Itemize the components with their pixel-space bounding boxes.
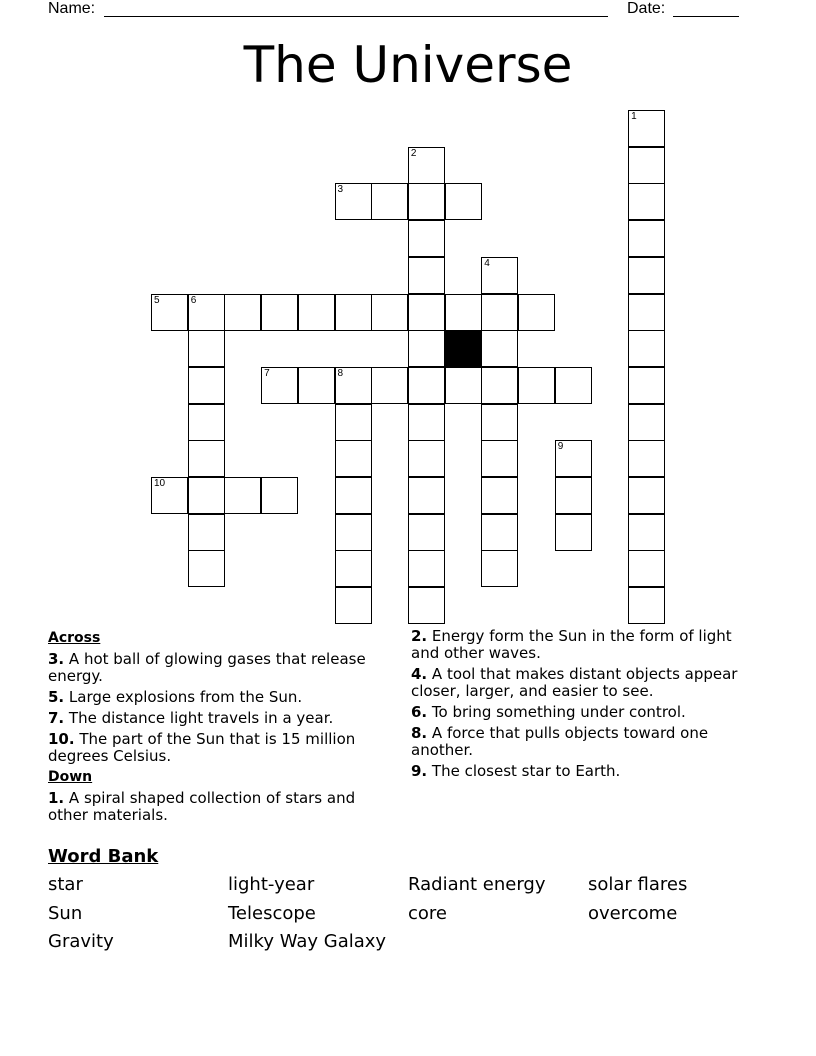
clue-number: 7. <box>48 709 65 727</box>
cell-number: 10 <box>154 478 166 489</box>
crossword-cell[interactable] <box>408 514 445 551</box>
word-bank-item: Gravity <box>48 931 114 952</box>
word-bank-item: star <box>48 874 83 895</box>
cell-number: 5 <box>154 294 160 306</box>
word-bank-item: Milky Way Galaxy <box>228 931 387 952</box>
word-bank-item: overcome <box>588 903 678 924</box>
down-clue-list <box>48 790 393 824</box>
crossword-cell[interactable] <box>188 294 225 331</box>
word-bank-item: Telescope <box>228 903 316 924</box>
cell-number: 6 <box>190 294 197 306</box>
word-bank-item: solar flares <box>588 874 688 895</box>
crossword-cell[interactable] <box>408 220 445 257</box>
clue-item <box>48 790 393 824</box>
crossword-cell[interactable] <box>481 477 518 514</box>
clue-item <box>411 628 741 662</box>
across-clue-list <box>48 651 393 765</box>
word-bank-item: Radiant energy <box>408 874 546 895</box>
crossword-cell[interactable] <box>335 183 372 220</box>
crossword-cell[interactable] <box>481 367 518 404</box>
crossword-cell[interactable] <box>481 404 518 441</box>
crossword-cell[interactable] <box>408 183 445 220</box>
crossword-cell[interactable] <box>408 550 445 587</box>
crossword-cell[interactable] <box>408 294 445 331</box>
name-label: Name: <box>48 0 96 17</box>
crossword-cell[interactable] <box>188 367 225 404</box>
down-heading: Down <box>48 769 93 785</box>
date-label: Date: <box>627 0 666 17</box>
clue-text: The distance light travels in a year. <box>64 709 334 727</box>
clue-number: 9. <box>411 762 428 780</box>
crossword-cell[interactable] <box>261 367 298 404</box>
crossword-cell[interactable] <box>371 294 408 331</box>
clue-text: A force that pulls objects toward one another. <box>411 724 709 759</box>
crossword-cell[interactable] <box>628 294 665 331</box>
clue-item <box>411 763 741 780</box>
clue-number: 4. <box>411 665 428 683</box>
crossword-cell[interactable] <box>408 404 445 441</box>
crossword-cell[interactable] <box>628 550 665 587</box>
crossword-cell[interactable] <box>335 587 372 624</box>
cell-number: 7 <box>264 367 270 379</box>
clue-text: The part of the Sun that is 15 million degrees Celsius. <box>48 730 356 765</box>
crossword-cell[interactable] <box>188 477 225 514</box>
clues-right-column <box>411 628 741 784</box>
clue-number: 3. <box>48 650 65 668</box>
crossword-cell[interactable] <box>408 440 445 477</box>
clue-number: 5. <box>48 688 65 706</box>
clue-number: 1. <box>48 789 65 807</box>
crossword-cell[interactable] <box>481 330 518 367</box>
crossword-cell[interactable] <box>628 330 665 367</box>
crossword-cell[interactable] <box>628 110 665 147</box>
crossword-cell[interactable] <box>224 477 261 514</box>
word-bank-item: light-year <box>228 874 315 895</box>
crossword-black-cell <box>445 330 482 367</box>
clue-item <box>48 710 393 727</box>
clues-left-column <box>48 628 393 828</box>
crossword-cell[interactable] <box>481 440 518 477</box>
crossword-cell[interactable] <box>335 294 372 331</box>
crossword-cell[interactable] <box>408 367 445 404</box>
crossword-cell[interactable] <box>335 477 372 514</box>
crossword-cell[interactable] <box>335 367 372 404</box>
crossword-cell[interactable] <box>445 367 482 404</box>
clue-text: A tool that makes distant objects appear closer, larger, and easier to see. <box>411 665 738 700</box>
clue-item <box>411 704 741 721</box>
crossword-cell[interactable] <box>628 514 665 551</box>
crossword-cell[interactable] <box>151 294 188 331</box>
crossword-cell[interactable] <box>555 514 592 551</box>
crossword-cell[interactable] <box>628 367 665 404</box>
clue-item <box>48 689 393 706</box>
crossword-cell[interactable] <box>224 294 261 331</box>
crossword-cell[interactable] <box>335 514 372 551</box>
cell-number: 1 <box>631 111 637 122</box>
crossword-cell[interactable] <box>408 330 445 367</box>
crossword-cell[interactable] <box>518 367 555 404</box>
crossword-cell[interactable] <box>151 477 188 514</box>
clue-item <box>411 725 741 759</box>
crossword-cell[interactable] <box>261 477 298 514</box>
crossword-cell[interactable] <box>188 550 225 587</box>
crossword-cell[interactable] <box>188 330 225 367</box>
clue-text: A spiral shaped collection of stars and other materials. <box>48 789 356 824</box>
crossword-cell[interactable] <box>335 404 372 441</box>
crossword-cell[interactable] <box>188 514 225 551</box>
crossword-cell[interactable] <box>628 587 665 624</box>
crossword-cell[interactable] <box>555 477 592 514</box>
crossword-cell[interactable] <box>408 587 445 624</box>
page-title: The Universe <box>243 36 573 94</box>
crossword-cell[interactable] <box>628 147 665 184</box>
crossword-cell[interactable] <box>445 294 482 331</box>
clue-text: Large explosions from the Sun. <box>64 688 303 706</box>
crossword-cell[interactable] <box>481 514 518 551</box>
clue-number: 8. <box>411 724 428 742</box>
crossword-cell[interactable] <box>555 440 592 477</box>
clue-text: To bring something under control. <box>427 703 686 721</box>
crossword-cell[interactable] <box>335 550 372 587</box>
crossword-cell[interactable] <box>298 294 335 331</box>
clue-text: The closest star to Earth. <box>427 762 621 780</box>
crossword-cell[interactable] <box>371 367 408 404</box>
crossword-cell[interactable] <box>408 257 445 294</box>
across-heading: Across <box>48 630 101 646</box>
crossword-cell[interactable] <box>628 257 665 294</box>
clue-number: 2. <box>411 627 428 645</box>
word-bank-item: core <box>408 903 447 924</box>
clue-text: Energy form the Sun in the form of light and other waves. <box>411 627 732 662</box>
crossword-cell[interactable] <box>628 440 665 477</box>
word-bank-item: Sun <box>48 903 83 924</box>
clue-number: 10. <box>48 730 75 748</box>
clue-item <box>411 666 741 700</box>
crossword-cell[interactable] <box>628 220 665 257</box>
crossword-cell[interactable] <box>188 404 225 441</box>
crossword-cell[interactable] <box>481 294 518 331</box>
crossword-cell[interactable] <box>371 183 408 220</box>
crossword-cell[interactable] <box>408 147 445 184</box>
crossword-cell[interactable] <box>261 294 298 331</box>
word-bank-title: Word Bank <box>48 846 159 867</box>
cell-number: 4 <box>484 257 490 269</box>
crossword-cell[interactable] <box>445 183 482 220</box>
clue-item <box>48 651 393 685</box>
clue-item <box>48 731 393 765</box>
crossword-cell[interactable] <box>481 550 518 587</box>
cell-number: 8 <box>337 367 344 379</box>
crossword-cell[interactable] <box>335 440 372 477</box>
crossword-cell[interactable] <box>555 367 592 404</box>
crossword-cell[interactable] <box>518 294 555 331</box>
crossword-cell[interactable] <box>628 404 665 441</box>
crossword-cell[interactable] <box>481 257 518 294</box>
cell-number: 3 <box>337 184 344 196</box>
clue-text: A hot ball of glowing gases that release energy. <box>48 650 366 685</box>
crossword-cell[interactable] <box>408 477 445 514</box>
down-clue-list-continued <box>411 628 741 780</box>
crossword-cell[interactable] <box>628 477 665 514</box>
crossword-cell[interactable] <box>188 440 225 477</box>
crossword-cell[interactable] <box>298 367 335 404</box>
cell-number: 2 <box>410 147 417 159</box>
crossword-cell[interactable] <box>628 183 665 220</box>
cell-number: 9 <box>557 441 564 453</box>
clue-number: 6. <box>411 703 428 721</box>
